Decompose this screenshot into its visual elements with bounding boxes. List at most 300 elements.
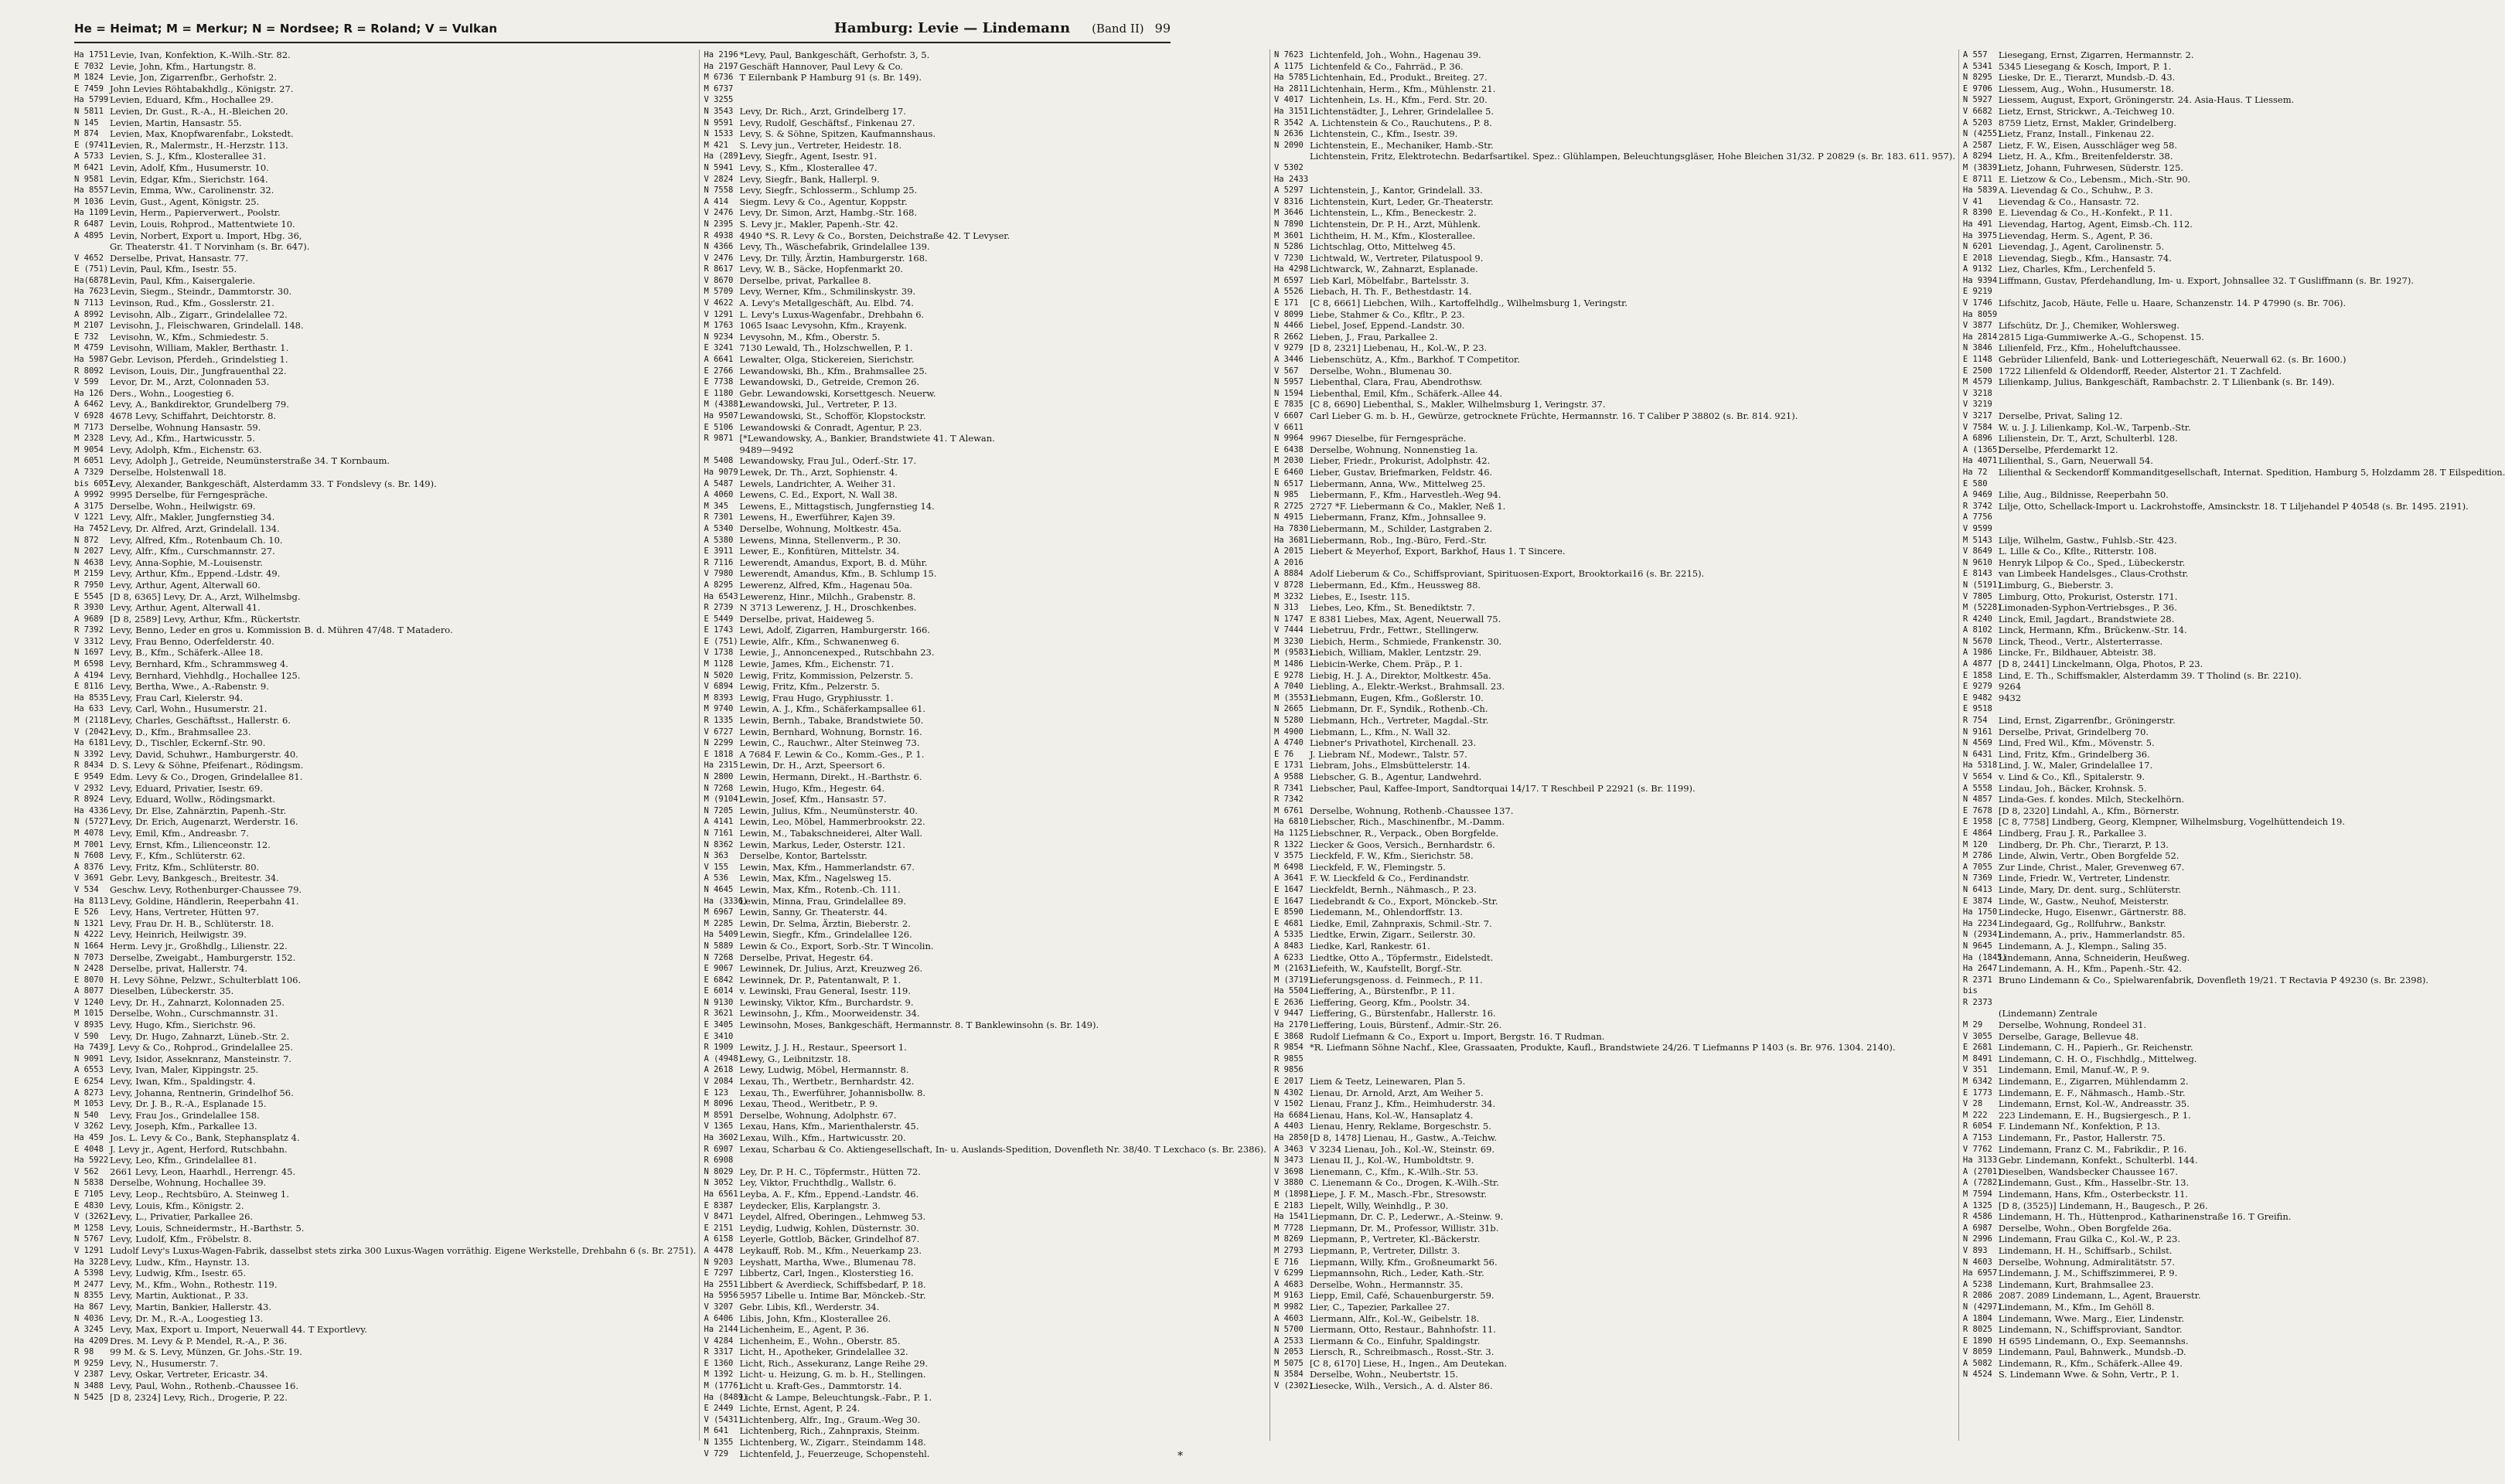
directory-entry: [74, 478, 696, 490]
entry-text: Levisohn, William, Makler, Berthastr. 1.: [110, 342, 289, 354]
phone-number: V 9279: [1273, 343, 1304, 353]
entry-text: Gebrüder Lilienfeld, Bank- und Lotteriegeschäft, Neuerwall 62. (s. Br. 1600.): [1998, 354, 2347, 366]
directory-entry: [1963, 794, 2505, 805]
phone-number: Ha 126: [74, 388, 104, 398]
entry-text: [C 8, 7758] Lindberg, Georg, Klempner, Wilhelmsburg, Vogelhüttendeich 19.: [1998, 816, 2346, 828]
entry-text: Derselbe, Wohn., Oben Borgfelde 26a.: [1998, 1222, 2172, 1234]
phone-number: Ha 1751: [74, 50, 109, 60]
phone-number: Ha 7439: [74, 1043, 109, 1053]
directory-entry: [704, 1403, 1266, 1414]
directory-entry: [1963, 828, 2505, 839]
entry-text: [D 8, 2441] Linckelmann, Olga, Photos, P. 23.: [1998, 659, 2203, 670]
phone-number: E 6014: [704, 986, 734, 996]
directory-entry: [74, 918, 696, 930]
directory-entry: [1963, 602, 2505, 614]
entry-text: Levy, Max, Export u. Import, Neuerwall 44. T Exportlevy.: [110, 1324, 367, 1336]
directory-entry: [704, 546, 1266, 557]
directory-entry: [704, 1290, 1266, 1302]
entry-text: 1065 Isaac Levysohn, Kfm., Krayenk.: [739, 320, 908, 332]
directory-entry: [74, 1144, 696, 1156]
phone-number: R 4586: [1962, 1212, 1992, 1222]
entry-text: Lindemann, Kurt, Brahmsallee 23.: [1998, 1278, 2154, 1290]
phone-number: N 8029: [704, 1166, 734, 1176]
directory-entry: [1963, 1155, 2505, 1166]
entry-text: Lexau, Th., Wertbetr., Bernhardstr. 42.: [739, 1076, 915, 1087]
phone-number: Ha 2315: [704, 761, 738, 771]
phone-number: V 28: [1962, 1099, 1983, 1109]
phone-number: Ha 8113: [74, 896, 109, 906]
directory-entry: [704, 703, 1266, 715]
entry-text: 7130 Lewald, Th., Holzschwellen, P. 1.: [739, 342, 913, 354]
entry-text: Liebscher, Rich., Maschinenfbr., M.-Damm.: [1309, 816, 1505, 828]
phone-number: E 3241: [704, 343, 734, 353]
phone-number: Ha 2197: [704, 61, 738, 71]
directory-entry: [1963, 320, 2505, 332]
phone-number: N 9161: [1962, 727, 1992, 737]
directory-entry: [74, 1392, 696, 1404]
phone-number: E 171: [1273, 298, 1299, 308]
entry-text: Ley, Viktor, Fruchthdlg., Wallstr. 6.: [739, 1177, 897, 1189]
directory-entry: [74, 975, 696, 986]
directory-entry: [1274, 771, 1955, 783]
directory-entry: [1274, 828, 1955, 839]
phone-number: A 4740: [1273, 738, 1304, 748]
entry-text: Lewinnek, Dr. P., Patentanwalt, P. 1.: [739, 974, 901, 985]
entry-text: Liecker & Goos, Versich., Bernhardstr. 6.: [1309, 839, 1495, 850]
phone-number: N 5670: [1962, 636, 1992, 646]
phone-number: bis 6057: [74, 478, 114, 488]
entry-text: Derselbe, Garage, Bellevue 48.: [1998, 1030, 2139, 1042]
phone-number: R 7116: [704, 557, 734, 567]
directory-entry: [1963, 535, 2505, 546]
phone-number: N 4366: [704, 242, 734, 252]
phone-number: Ha 2850: [1273, 1133, 1309, 1142]
directory-entry: [74, 1064, 696, 1076]
entry-text: Levy, Dr. H., Zahnarzt, Kolonnaden 25.: [110, 996, 285, 1008]
entry-text: Lichtenfeld, J., Feuerzeuge, Schopenstehl.: [739, 1448, 930, 1459]
directory-entry: [704, 1177, 1266, 1189]
entry-text: Liessem, August, Export, Gröningerstr. 24. Asia-Haus. T Liessem.: [1998, 94, 2295, 106]
entry-text: Lewinsohn, J., Kfm., Moorweidenstr. 34.: [739, 1008, 920, 1019]
directory-entry: [704, 1189, 1266, 1200]
phone-number: E 3410: [704, 1031, 734, 1041]
entry-text: Lichtenstein, Kurt, Leder, Gr.-Theaterstr.: [1309, 196, 1494, 207]
phone-number: E 1148: [1962, 355, 1992, 365]
entry-text: Lieffering, A., Bürstenfbr., P. 11.: [1309, 985, 1455, 997]
directory-entry: [74, 83, 696, 95]
entry-text: Liebner's Privathotel, Kirchenall. 23.: [1309, 737, 1477, 749]
entry-text: Linde, Alwin, Vertr., Oben Borgfelde 52.: [1998, 850, 2180, 862]
phone-number: Ha 8557: [74, 186, 109, 196]
directory-entry: [1274, 1380, 1955, 1392]
entry-text: Lewy, Ludwig, Möbel, Hermannstr. 8.: [739, 1064, 909, 1076]
entry-text: Leyerle, Gottlob, Bäcker, Grindelhof 87.: [739, 1234, 920, 1245]
entry-text: Levy, Fritz, Kfm., Schlüterstr. 80.: [110, 861, 260, 873]
entry-text: Linde, Friedr. W., Vertreter, Lindenstr.: [1998, 873, 2170, 884]
directory-entry: [704, 320, 1266, 332]
entry-text: Lewinnek, Dr. Julius, Arzt, Kreuzweg 26.: [739, 963, 923, 975]
directory-entry: [704, 602, 1266, 614]
directory-entry: [1963, 1336, 2505, 1347]
entry-text: Lewels, Landrichter, A. Weiher 31.: [739, 478, 896, 489]
entry-text: Bruno Lindemann & Co., Spielwarenfabrik, Dovenfleth 19/21. T Rectavia P 49230 (s. Br. 2398).: [1998, 974, 2429, 985]
directory-entry: [1274, 1076, 1955, 1087]
entry-text: Lindecke, Hugo, Eisenwr., Gärtnerstr. 88.: [1998, 907, 2186, 918]
phone-number: [74, 241, 110, 253]
phone-number: N 8295: [1962, 73, 1992, 83]
directory-entry: [74, 455, 696, 467]
phone-number: V 1746: [1962, 298, 1992, 308]
entry-text: Linck, Theod., Vertr., Alsterterrasse.: [1998, 635, 2163, 647]
phone-number: V 729: [704, 1448, 729, 1458]
phone-number: N 1697: [74, 648, 104, 658]
phone-number: A 3463: [1273, 1144, 1304, 1154]
directory-entry: [1274, 253, 1955, 264]
phone-number: V 7584: [1962, 422, 1992, 432]
entry-text: Lewin, C., Rauchwr., Alter Steinweg 73.: [739, 737, 920, 749]
phone-number: V 3691: [74, 873, 104, 883]
directory-entry: [74, 1290, 696, 1302]
phone-number: N 2027: [74, 546, 104, 556]
phone-number: V 893: [1962, 1245, 1988, 1255]
entry-text: Linda-Ges. f. kondes. Milch, Steckelhörn.: [1998, 794, 2185, 805]
phone-number: N 3488: [74, 1381, 104, 1391]
directory-entry: [1963, 636, 2505, 648]
directory-entry: [1274, 61, 1955, 73]
directory-entry: [74, 467, 696, 478]
entry-text: Limburg, Otto, Prokurist, Osterstr. 171.: [1998, 591, 2178, 602]
entry-text: Lewandowski, Bh., Kfm., Brahmsallee 25.: [739, 365, 928, 376]
directory-entry: [1963, 399, 2505, 410]
phone-number: Ha 5785: [1273, 73, 1309, 83]
entry-text: Lichtschlag, Otto, Mittelweg 45.: [1309, 241, 1456, 253]
directory-entry: [74, 501, 696, 512]
entry-text: 4678 Levy, Schiffahrt, Deichtorstr. 8.: [110, 410, 277, 421]
phone-number: M 9054: [74, 444, 104, 454]
phone-number: A 6158: [704, 1234, 734, 1244]
entry-text: Lewens, H., Ewerführer, Kajen 39.: [739, 512, 895, 523]
directory-entry: [1963, 862, 2505, 873]
column-2: [704, 49, 1266, 1459]
phone-number: E 9219: [1962, 287, 1992, 297]
directory-entry: [704, 264, 1266, 275]
phone-number: A 9469: [1962, 490, 1992, 500]
phone-number: E 6460: [1273, 467, 1304, 477]
directory-entry: [1963, 410, 2505, 422]
directory-entry: [704, 963, 1266, 975]
phone-number: E 1647: [1273, 896, 1304, 906]
phone-number: A 5380: [704, 535, 734, 545]
phone-number: M 2030: [1273, 456, 1304, 466]
directory-entry: [74, 241, 696, 253]
directory-entry: [704, 670, 1266, 682]
directory-entry: [704, 805, 1266, 817]
entry-text: Derselbe, Zweigabt., Hamburgerstr. 152.: [110, 951, 296, 963]
directory-entry: [74, 399, 696, 410]
phone-number: Ha 3228: [74, 1257, 109, 1267]
phone-number: M (3553): [1273, 693, 1314, 703]
entry-text: N 3713 Lewerenz, J. H., Droschkenbes.: [739, 602, 917, 614]
entry-text: Liebermann, Anna, Ww., Mittelweg 25.: [1309, 478, 1486, 489]
phone-number: E 5449: [704, 614, 734, 624]
phone-number: V 1221: [74, 512, 104, 522]
directory-entry: [1963, 298, 2505, 309]
phone-number: V 1738: [704, 648, 734, 658]
directory-entry: [1963, 196, 2505, 208]
phone-number: Ha 9079: [704, 467, 738, 477]
phone-number: E 8143: [1962, 569, 1992, 579]
entry-text: Lichtenberg, Alfr., Ing., Graum.-Weg 30.: [739, 1414, 921, 1425]
phone-number: M 1036: [74, 196, 104, 206]
entry-text: Levy, Adolph, Kfm., Eichenstr. 63.: [110, 444, 262, 455]
phone-number: E 4048: [74, 1144, 104, 1154]
entry-text: J. Liebram Nf., Modewr., Talstr. 57.: [1309, 748, 1467, 760]
entry-text: Lewig, Fritz, Kommission, Pelzerstr. 5.: [739, 669, 914, 681]
phone-number: E 9279: [1962, 682, 1992, 692]
directory-entry: [74, 1313, 696, 1325]
phone-number: V 1365: [704, 1122, 734, 1132]
entry-text: Lilienkamp, Julius, Bankgeschäft, Rambachstr. 2. T Lilienbank (s. Br. 149).: [1998, 376, 2335, 388]
phone-number: R 9856: [1273, 1065, 1304, 1075]
directory-entry: [1963, 873, 2505, 884]
entry-text: [D 8, (3525)] Lindemann, H., Baugesch., P. 26.: [1998, 1200, 2208, 1211]
entry-text: Lilienfeld, Frz., Kfm., Hoheluftchaussee.: [1998, 342, 2181, 354]
directory-entry: [1274, 230, 1955, 242]
entry-text: Levy, Isidor, Asseknranz, Mansteinstr. 7.: [110, 1053, 292, 1064]
directory-entry: [704, 1121, 1266, 1132]
phone-number: A 8077: [74, 986, 104, 996]
directory-entry: [74, 140, 696, 151]
entry-text: Lietz, Franz, Install., Finkenau 22.: [1998, 128, 2155, 140]
directory-entry: [1963, 614, 2505, 625]
phone-number: M 9163: [1273, 1291, 1304, 1301]
directory-entry: [74, 1257, 696, 1268]
phone-number: M 641: [704, 1426, 729, 1436]
phone-number: N 3543: [704, 106, 734, 116]
directory-entry: [1274, 298, 1955, 309]
phone-number: M 9740: [704, 704, 734, 714]
phone-number: V 8728: [1273, 580, 1304, 590]
directory-entry: [704, 693, 1266, 704]
phone-number: M 4900: [1273, 727, 1304, 737]
entry-text: Lieckfeld, F. W., Kfm., Sierichstr. 58.: [1309, 850, 1474, 862]
phone-number: N 2299: [704, 738, 734, 748]
phone-number: R 9855: [1273, 1053, 1304, 1064]
entry-text: Derselbe, Wohnung, Rothenb.-Chaussee 137.: [1309, 805, 1514, 816]
directory-entry: [1963, 963, 2505, 975]
directory-entry: [1963, 1268, 2505, 1279]
entry-text: 8759 Lietz, Ernst, Makler, Grindelberg.: [1998, 117, 2176, 128]
entry-text: Geschw. Levy, Rothenburger-Chaussee 79.: [110, 883, 302, 895]
phone-number: N 4857: [1962, 795, 1992, 805]
entry-text: Limburg, G., Bieberstr. 3.: [1998, 579, 2114, 591]
phone-number: M 5075: [1273, 1358, 1304, 1368]
entry-text: T Eilernbank P Hamburg 91 (s. Br. 149).: [739, 72, 922, 83]
directory-entry: [704, 512, 1266, 523]
entry-text: Lienau, Hans, Kol.-W., Hansaplatz 4.: [1309, 1109, 1474, 1121]
phone-number: V 7980: [704, 569, 734, 579]
entry-text: Liermann, Alfr., Kol.-W., Geibelstr. 18.: [1309, 1312, 1480, 1324]
directory-entry: [704, 1166, 1266, 1178]
entry-text: Lewin, Dr. Selma, Ärztin, Bieberstr. 2.: [739, 917, 911, 929]
phone-number: N 7369: [1962, 873, 1992, 883]
phone-number: N 5280: [1273, 716, 1304, 726]
entry-text: Levy, Werner, Kfm., Schmilinskystr. 39.: [739, 286, 916, 298]
directory-entry: [704, 444, 1266, 456]
directory-entry: [704, 625, 1266, 636]
directory-entry: [704, 715, 1266, 727]
directory-entry: [1963, 783, 2505, 795]
directory-entry: [1274, 72, 1955, 83]
directory-entry: [74, 410, 696, 422]
entry-text: Derselbe, Privat, Hansastr. 77.: [110, 252, 248, 264]
entry-text: Lindemann, Frau Gilka C., Kol.-W., P. 23.: [1998, 1234, 2181, 1245]
directory-entry: [1274, 647, 1955, 659]
directory-entry: [704, 185, 1266, 196]
entry-text: Lindemann, N., Schiffsproviant, Sandtor.: [1998, 1324, 2183, 1336]
directory-entry: [1963, 1313, 2505, 1325]
phone-number: V 9447: [1273, 1009, 1304, 1019]
directory-entry: [704, 174, 1266, 186]
directory-entry: [704, 140, 1266, 151]
entry-text: Lieber, Gustav, Briefmarken, Feldstr. 46.: [1309, 466, 1493, 478]
directory-entry: [1963, 1324, 2505, 1336]
entry-text: Liebenthal, Emil, Kfm., Schäferk.-Allee 44.: [1309, 387, 1503, 399]
directory-entry: [704, 61, 1266, 73]
directory-entry: [74, 117, 696, 129]
entry-text: Lewin, Hugo, Kfm., Hegestr. 64.: [739, 782, 885, 794]
phone-number: N 3052: [704, 1178, 734, 1188]
phone-number: A 6641: [704, 355, 734, 365]
entry-text: Liedemann, M., Ohlendorffstr. 13.: [1309, 907, 1463, 918]
entry-text: Liebel, Josef, Eppend.-Landstr. 30.: [1309, 320, 1465, 332]
directory-entry: [74, 1121, 696, 1132]
phone-number: R 3542: [1273, 117, 1304, 128]
entry-text: Derselbe, Wohnung, Moltkestr. 45a.: [739, 522, 902, 534]
entry-text: Lewinsohn, Moses, Bankgeschäft, Hermannstr. 8. T Banklewinsohn (s. Br. 149).: [739, 1019, 1099, 1031]
directory-entry: [1274, 975, 1955, 986]
phone-number: V 3575: [1273, 851, 1304, 861]
entry-text: Lewin, Markus, Leder, Osterstr. 121.: [739, 839, 905, 850]
entry-text: 5345 Liesegang & Kosch, Import, P. 1.: [1998, 60, 2172, 72]
entry-text: Lexau, Wilh., Kfm., Hartwicusstr. 20.: [739, 1132, 906, 1143]
phone-number: N 4638: [74, 557, 104, 567]
entry-text: 9432: [1998, 692, 2022, 703]
entry-text: Levy, Bernhard, Viehhdlg., Hochallee 125.: [110, 669, 301, 681]
directory-entry: [1963, 546, 2505, 557]
phone-number: Ha 72: [1962, 467, 1988, 477]
entry-text: Derselbe, Wohnung, Rondeel 31.: [1998, 1019, 2147, 1031]
directory-entry: [704, 985, 1266, 997]
directory-entry: [1274, 162, 1955, 174]
entry-text: Levy, Oskar, Vertreter, Ericastr. 34.: [110, 1369, 268, 1380]
phone-number: N 1664: [74, 941, 104, 951]
phone-number: R 7301: [704, 512, 734, 522]
phone-number: M 1486: [1273, 659, 1304, 669]
directory-entry: [704, 1245, 1266, 1257]
directory-entry: [1274, 523, 1955, 535]
entry-text: S. Lindemann Wwe. & Sohn, Vertr., P. 1.: [1998, 1369, 2180, 1380]
entry-text: Liebenthal, Clara, Frau, Abendrothsw.: [1309, 376, 1483, 388]
directory-entry: [1963, 455, 2505, 467]
phone-number: R 7950: [74, 580, 104, 590]
phone-number: E 9706: [1962, 83, 1992, 94]
phone-number: V 534: [74, 884, 99, 894]
directory-entry: [704, 489, 1266, 501]
directory-entry: [1274, 546, 1955, 557]
phone-number: E 1731: [1273, 761, 1304, 771]
entry-text: Levy, Bertha, Wwe., A.-Rabenstr. 9.: [110, 681, 269, 693]
directory-entry: [74, 320, 696, 332]
directory-entry: [1963, 693, 2505, 704]
directory-entry: [1963, 1200, 2505, 1212]
phone-number: E 2500: [1962, 366, 1992, 376]
phone-number: Ha 3151: [1273, 106, 1309, 116]
entry-text: Licht, H., Apotheker, Grindelallee 32.: [739, 1346, 908, 1358]
phone-number: E 123: [704, 1087, 729, 1098]
directory-entry: [74, 1279, 696, 1291]
directory-entry: [1963, 715, 2505, 727]
phone-number: A 4895: [74, 230, 104, 240]
phone-number: M (5228): [1962, 603, 2002, 613]
entry-text: Liebermann, Rob., Ing.-Büro, Ferd.-Str.: [1309, 534, 1487, 546]
phone-number: V 2932: [74, 783, 104, 793]
directory-entry: [1963, 1166, 2505, 1178]
entry-text: Liebram, Johs., Elmsbüttelerstr. 14.: [1309, 760, 1471, 771]
phone-number: E 9067: [704, 964, 734, 974]
entry-text: Levy, Arthur, Agent, Alterwall 60.: [110, 579, 261, 591]
phone-number: A (4948): [704, 1053, 744, 1064]
phone-number: V 7762: [1962, 1144, 1992, 1154]
directory-entry: [1274, 862, 1955, 873]
entry-text: A. Levy's Metallgeschäft, Au. Elbd. 74.: [739, 298, 915, 309]
phone-number: A 2015: [1273, 546, 1304, 556]
entry-text: Leykauff, Rob. M., Kfm., Neuerkamp 23.: [739, 1244, 922, 1256]
entry-text: Lietz, F. W., Eisen, Ausschläger weg 58.: [1998, 139, 2177, 151]
phone-number: A 7329: [74, 467, 104, 477]
entry-text: [D 8, 1478] Lienau, H., Gastw., A.-Teichw.: [1309, 1132, 1498, 1143]
directory-entry: [1963, 1302, 2505, 1313]
phone-number: N 872: [74, 535, 99, 545]
phone-number: V 7444: [1273, 625, 1304, 635]
entry-text: Lienau, Henry, Reklame, Borgeschstr. 5.: [1309, 1121, 1491, 1132]
phone-number: M 2793: [1273, 1245, 1304, 1255]
column-1: [74, 49, 696, 1441]
phone-number: N 1321: [74, 918, 104, 928]
phone-number: [704, 444, 739, 456]
phone-number: A 3641: [1273, 873, 1304, 883]
entry-text: Lienau, Franz J., Kfm., Heimhuderstr. 34.: [1309, 1098, 1496, 1110]
entry-text: Liebe, Stahmer & Co., Kfltr., P. 23.: [1309, 308, 1465, 320]
directory-entry: [74, 162, 696, 174]
entry-text: Liebscher, G. B., Agentur, Landwehrd.: [1309, 771, 1482, 782]
directory-entry: [704, 1211, 1266, 1223]
entry-text: Lind, Fred Wil., Kfm., Mövenstr. 5.: [1998, 737, 2155, 749]
directory-entry: [74, 61, 696, 73]
phone-number: M (3719): [1273, 975, 1314, 985]
phone-number: E 7835: [1273, 400, 1304, 410]
phone-number: N 7073: [74, 952, 104, 962]
phone-number: E 5106: [704, 422, 734, 432]
phone-number: M 8491: [1962, 1053, 1992, 1064]
phone-number: V 6299: [1273, 1268, 1304, 1278]
directory-entry: [74, 839, 696, 851]
directory-entry: [74, 366, 696, 377]
directory-entry: [704, 1268, 1266, 1279]
phone-number: Ha (3336): [704, 896, 748, 906]
directory-entry: [74, 489, 696, 501]
directory-entry: [704, 975, 1266, 986]
